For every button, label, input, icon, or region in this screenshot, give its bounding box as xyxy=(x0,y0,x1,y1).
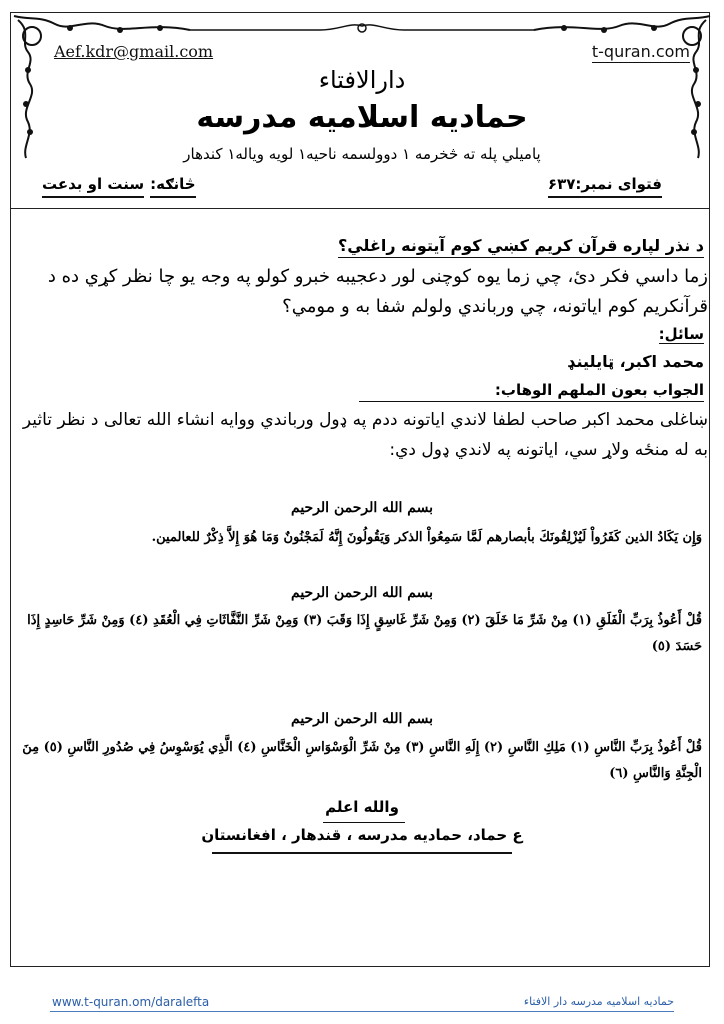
answer-text: ښاغلی محمد اکبر صاحب لطفا لاندي اياتونه ددم په ډول ورباندي ووايه انشاء الله تعالی د نظر تاثير به له منځه ولاړ سي، اياتونه په لاندي ډول دي: xyxy=(22,410,708,460)
verse-nas: قُلْ أَعُوذُ بِرَبِّ النَّاسِ (١) مَلِكِ النَّاسِ (٢) إِلَهِ النَّاسِ (٣) مِنْ شَرِّ الْوَسْوَاسِ الْخَنَّاسِ (٤) الَّذِي يُوَسْوِسُ فِي صُدُورِ النَّاسِ (٥) مِنَ الْجِنَّةِ وَالنَّاسِ (٦) xyxy=(22,740,702,781)
header-title: دارالافتاء xyxy=(318,66,406,94)
signature: ع حماد، حماديه مدرسه ، قندهار ، افغانستان xyxy=(201,826,523,844)
verse-falaq: قُلْ أَعُوذُ بِرَبِّ الْفَلَقِ (١) مِنْ شَرِّ مَا خَلَقَ (٢) وَمِنْ شَرِّ غَاسِقٍ إِذَا وَقَبَ (٣) وَمِنْ شَرِّ النَّفَّاثَاتِ فِي الْعُقَدِ (٤) وَمِنْ شَرِّ حَاسِدٍ إِذَا حَسَدَ (٥) xyxy=(27,613,702,654)
fatwa-number: فتوای نمبر:۶۳۷ xyxy=(548,175,662,198)
header-divider xyxy=(10,208,710,209)
email-link[interactable]: Aef.kdr@gmail.com xyxy=(54,42,214,61)
footer-url-link[interactable]: www.t-quran.om/daralefta xyxy=(52,995,210,1009)
basmala: بسم الله الرحمن الرحيم xyxy=(291,711,433,727)
signature-underline xyxy=(212,852,512,854)
verse-qalam: وَإِن يَكَادُ الذين كَفَرُواْ لَيُزْلِقُونَكَ بأبصارهم لَمَّا سَمِعُواْ الذكر وَيَقُولُونَ إِنَّهُ لَمَجْنُونٌ وَمَا هُوَ إِلاَّ ذِكْرٌ للعالمين. xyxy=(151,530,702,545)
website-link[interactable]: t-quran.com xyxy=(591,42,690,61)
address: پاميلي پله ته څخرمه ۱ دوولسمه ناحيه۱ لويه وياله۱ کندهار xyxy=(183,145,541,163)
footer-title: حمادیه اسلامیه مدرسه دار الافتاء xyxy=(523,995,674,1008)
basmala: بسم الله الرحمن الرحيم xyxy=(291,500,433,516)
answer-title: الجواب بعون الملهم الوهاب: xyxy=(359,381,704,402)
wallahu-underline xyxy=(323,822,405,823)
topic-label: څانګه: xyxy=(150,175,195,198)
topic xyxy=(42,175,196,198)
question-text: زما داسي فکر دئ، چي زما يوه کوچنی لور دعجيبه خبرو کولو په وجه يو چا نظر کړي ده د قرآنکريم کوم اياتونه، چي ورباندي ولولم شفا به و مومي؟ xyxy=(47,266,708,317)
footer-divider xyxy=(50,1011,674,1012)
question-title: د نذر لپاره قرآن کريم کښي کوم آيتونه راغلي؟ xyxy=(338,236,704,258)
institution-name: حمادیه اسلامیه مدرسه xyxy=(196,100,528,135)
wallahu-alam: والله اعلم xyxy=(325,798,399,816)
asker-label: سائل: xyxy=(658,325,704,343)
basmala: بسم الله الرحمن الرحيم xyxy=(291,585,433,601)
asker-name: محمد اکبر، ټايلينډ xyxy=(567,352,704,371)
topic-value: سنت او بدعت xyxy=(42,175,144,198)
